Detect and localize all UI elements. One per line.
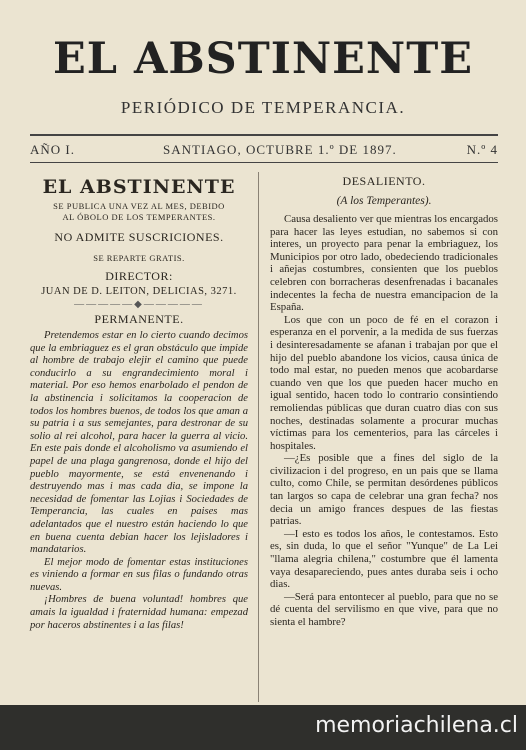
- permanente-paragraph-3: ¡Hombres de buena voluntad! hombres que amais la igualdad i fraternidad humana: empezad por haceros abstinentes i a las filas!: [30, 594, 248, 631]
- ornament-divider: —————◆—————: [74, 299, 204, 310]
- desaliento-paragraph-2: Los que con un poco de fé en el corazon i esperanza en el porvenir, a la medida de sus fuerzas i desinteresadamente se afanan i trabajan por que el hijo del pueblo abandone los vicios, causa única de todo mal estar, no pueden menos que acobardarse cuando ven que los que pueden hacer mucho en igual sentido, hacen todo lo contrario consintiendo remoliendas públicas que duran cuatro dias con sus noches, destinadas solamente a procurar muchas víctimas para los cementerios, para las cárceles i hospitales.: [270, 313, 498, 452]
- column-divider: [258, 172, 259, 702]
- desaliento-paragraph-3: —¿Es posible que a fines del siglo de la civilizacion i del progreso, en un pais que se llama culto, como Chile, se permitan desórdenes públicos tan largos so capa de celebrar una gran fecha? nos decia un amigo frances despues de las fiestas patrias.: [270, 452, 498, 528]
- watermark-logo: memoriachilena.cl: [315, 713, 518, 738]
- right-column: [270, 170, 498, 629]
- desaliento-paragraph-4: —I esto es todos los años, le contestamos. Esto es, sin duda, lo que el señor "Yunque" de La Lei "llama alegria chilena," costumbre que él lamenta vaya desapareciendo, pues antes duraba seis i ocho dias.: [270, 527, 498, 591]
- permanente-paragraph-1: Pretendemos estar en lo cierto cuando decimos que la embriaguez es el gran obstáculo que impide al hombre de trabajo elejir el camino que puede conducirlo a su engrandecimiento moral i material. Por eso hemos enarbolado el pendon de la abstinencia i solicitamos la cooperacion de todos los hombres buenos, de todos los que aman a su patria i a sus semejantes, para destronar de su solio al rei alcohol, para hacer la guerra al vicio. En este pais donde el alcoholismo va asumiendo el papel de una plaga gangrenosa, donde el hijo del pueblo mayormente, se está envenenando i destruyendo mas i mas cada dia, se impone la necesidad de fomentar las Lojias i Sociedades de Temperancia, las cuales en paises mas adelantados que el nuestro están haciendo lo que en buena cuenta debian hacer los lejisladores i mandatarios.: [30, 330, 248, 556]
- free-distribution: SE REPARTE GRATIS.: [93, 253, 185, 263]
- dedication: (A los Temperantes).: [336, 195, 432, 207]
- top-rule: [30, 134, 498, 136]
- section-title-desaliento: DESALIENTO.: [342, 174, 426, 188]
- section-title-permanente: PERMANENTE.: [94, 312, 184, 326]
- left-column: [30, 170, 248, 632]
- issue-number: N.º 4: [466, 142, 498, 157]
- publication-note-2: AL ÓBOLO DE LOS TEMPERANTES.: [62, 212, 216, 222]
- dateline-rule: [30, 162, 498, 163]
- permanente-paragraph-2: El mejor modo de fomentar estas instituciones es viniendo a formar en sus filas o fundando otras nuevas.: [30, 556, 248, 593]
- no-subscriptions: NO ADMITE SUSCRICIONES.: [54, 230, 224, 244]
- desaliento-paragraph-5: —Será para entontecer al pueblo, para que no se dé cuenta del servilismo en que vive, para que no sienta el hambre?: [270, 590, 498, 628]
- left-title: EL ABSTINENTE: [42, 176, 236, 198]
- issue-year: AÑO I.: [30, 142, 75, 157]
- masthead-subtitle: PERIÓDICO DE TEMPERANCIA.: [120, 98, 406, 117]
- director-label: DIRECTOR:: [105, 269, 173, 283]
- desaliento-paragraph-1: Causa desaliento ver que mientras los encargados para hacer las leyes estudian, no sabemos si con interes, un proyecto para penar la embriaguez, los Municipios por otro lado, obedeciendo tradicionales i añejas costumbres, consienten que los pueblos celebren con borracheras desenfrenadas i bacanales indecentes la fecha de nuestra emancipacion de la España.: [270, 213, 498, 314]
- issue-date: SANTIAGO, OCTUBRE 1.º DE 1897.: [163, 142, 397, 157]
- director-name: JUAN DE D. LEITON, DELICIAS, 3271.: [41, 286, 237, 297]
- masthead-title: EL ABSTINENTE: [52, 34, 473, 84]
- publication-note-1: SE PUBLICA UNA VEZ AL MES, DEBIDO: [53, 201, 225, 211]
